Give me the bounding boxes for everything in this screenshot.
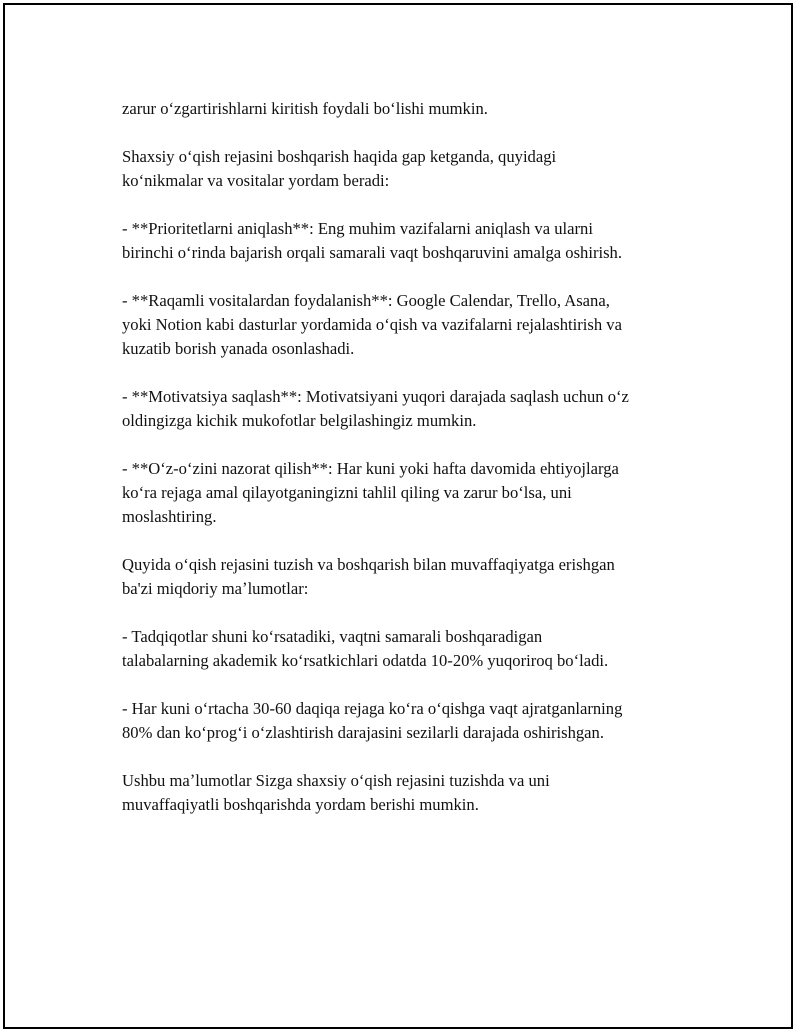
text-line: Quyida oʻqish rejasini tuzish va boshqarish bilan muvaffaqiyatga erishgan [122, 555, 615, 574]
text-line: oldingizga kichik mukofotlar belgilashingiz mumkin. [122, 411, 477, 430]
text-line: - **Raqamli vositalardan foydalanish**: Google Calendar, Trello, Asana, [122, 291, 610, 310]
bullet-har-kuni [122, 697, 692, 745]
text-line: koʻnikmalar va vositalar yordam beradi: [122, 171, 390, 190]
paragraph-2 [122, 145, 692, 193]
paragraph-miqdoriy-intro [122, 553, 692, 601]
paragraph-1 [122, 97, 692, 121]
text-line: koʻra rejaga amal qilayotganingizni tahlil qiling va zarur boʻlsa, uni [122, 483, 572, 502]
text-line: moslashtiring. [122, 507, 217, 526]
text-line: ba'zi miqdoriy maʼlumotlar: [122, 579, 309, 598]
text-line: - Tadqiqotlar shuni koʻrsatadiki, vaqtni samarali boshqaradigan [122, 627, 543, 646]
text-line: yoki Notion kabi dasturlar yordamida oʻqish va vazifalarni rejalashtirish va [122, 315, 622, 334]
bullet-motivatsiya [122, 385, 692, 433]
document-body [122, 97, 692, 841]
text-line: Ushbu maʼlumotlar Sizga shaxsiy oʻqish rejasini tuzishda va uni [122, 771, 550, 790]
text-line: 80% dan koʻprogʻi oʻzlashtirish darajasini sezilarli darajada oshirishgan. [122, 723, 604, 742]
page-frame [3, 3, 793, 1029]
bullet-tadqiqotlar [122, 625, 692, 673]
text-line: - **Oʻz-oʻzini nazorat qilish**: Har kuni yoki hafta davomida ehtiyojlarga [122, 459, 619, 478]
text-line: birinchi oʻrinda bajarish orqali samarali vaqt boshqaruvini amalga oshirish. [122, 243, 622, 262]
text-line: zarur oʻzgartirishlarni kiritish foydali boʻlishi mumkin. [122, 99, 488, 118]
text-line: - Har kuni oʻrtacha 30-60 daqiqa rejaga koʻra oʻqishga vaqt ajratganlarning [122, 699, 623, 718]
paragraph-conclusion [122, 769, 692, 817]
bullet-prioritetlar [122, 217, 692, 265]
bullet-raqamli-vositalar [122, 289, 692, 361]
text-line: talabalarning akademik koʻrsatkichlari odatda 10-20% yuqoriroq boʻladi. [122, 651, 609, 670]
text-line: Shaxsiy oʻqish rejasini boshqarish haqida gap ketganda, quyidagi [122, 147, 557, 166]
text-line: kuzatib borish yanada osonlashadi. [122, 339, 355, 358]
text-line: - **Prioritetlarni aniqlash**: Eng muhim vazifalarni aniqlash va ularni [122, 219, 593, 238]
bullet-ozini-nazorat [122, 457, 692, 529]
text-line: - **Motivatsiya saqlash**: Motivatsiyani yuqori darajada saqlash uchun oʻz [122, 387, 629, 406]
text-line: muvaffaqiyatli boshqarishda yordam berishi mumkin. [122, 795, 479, 814]
